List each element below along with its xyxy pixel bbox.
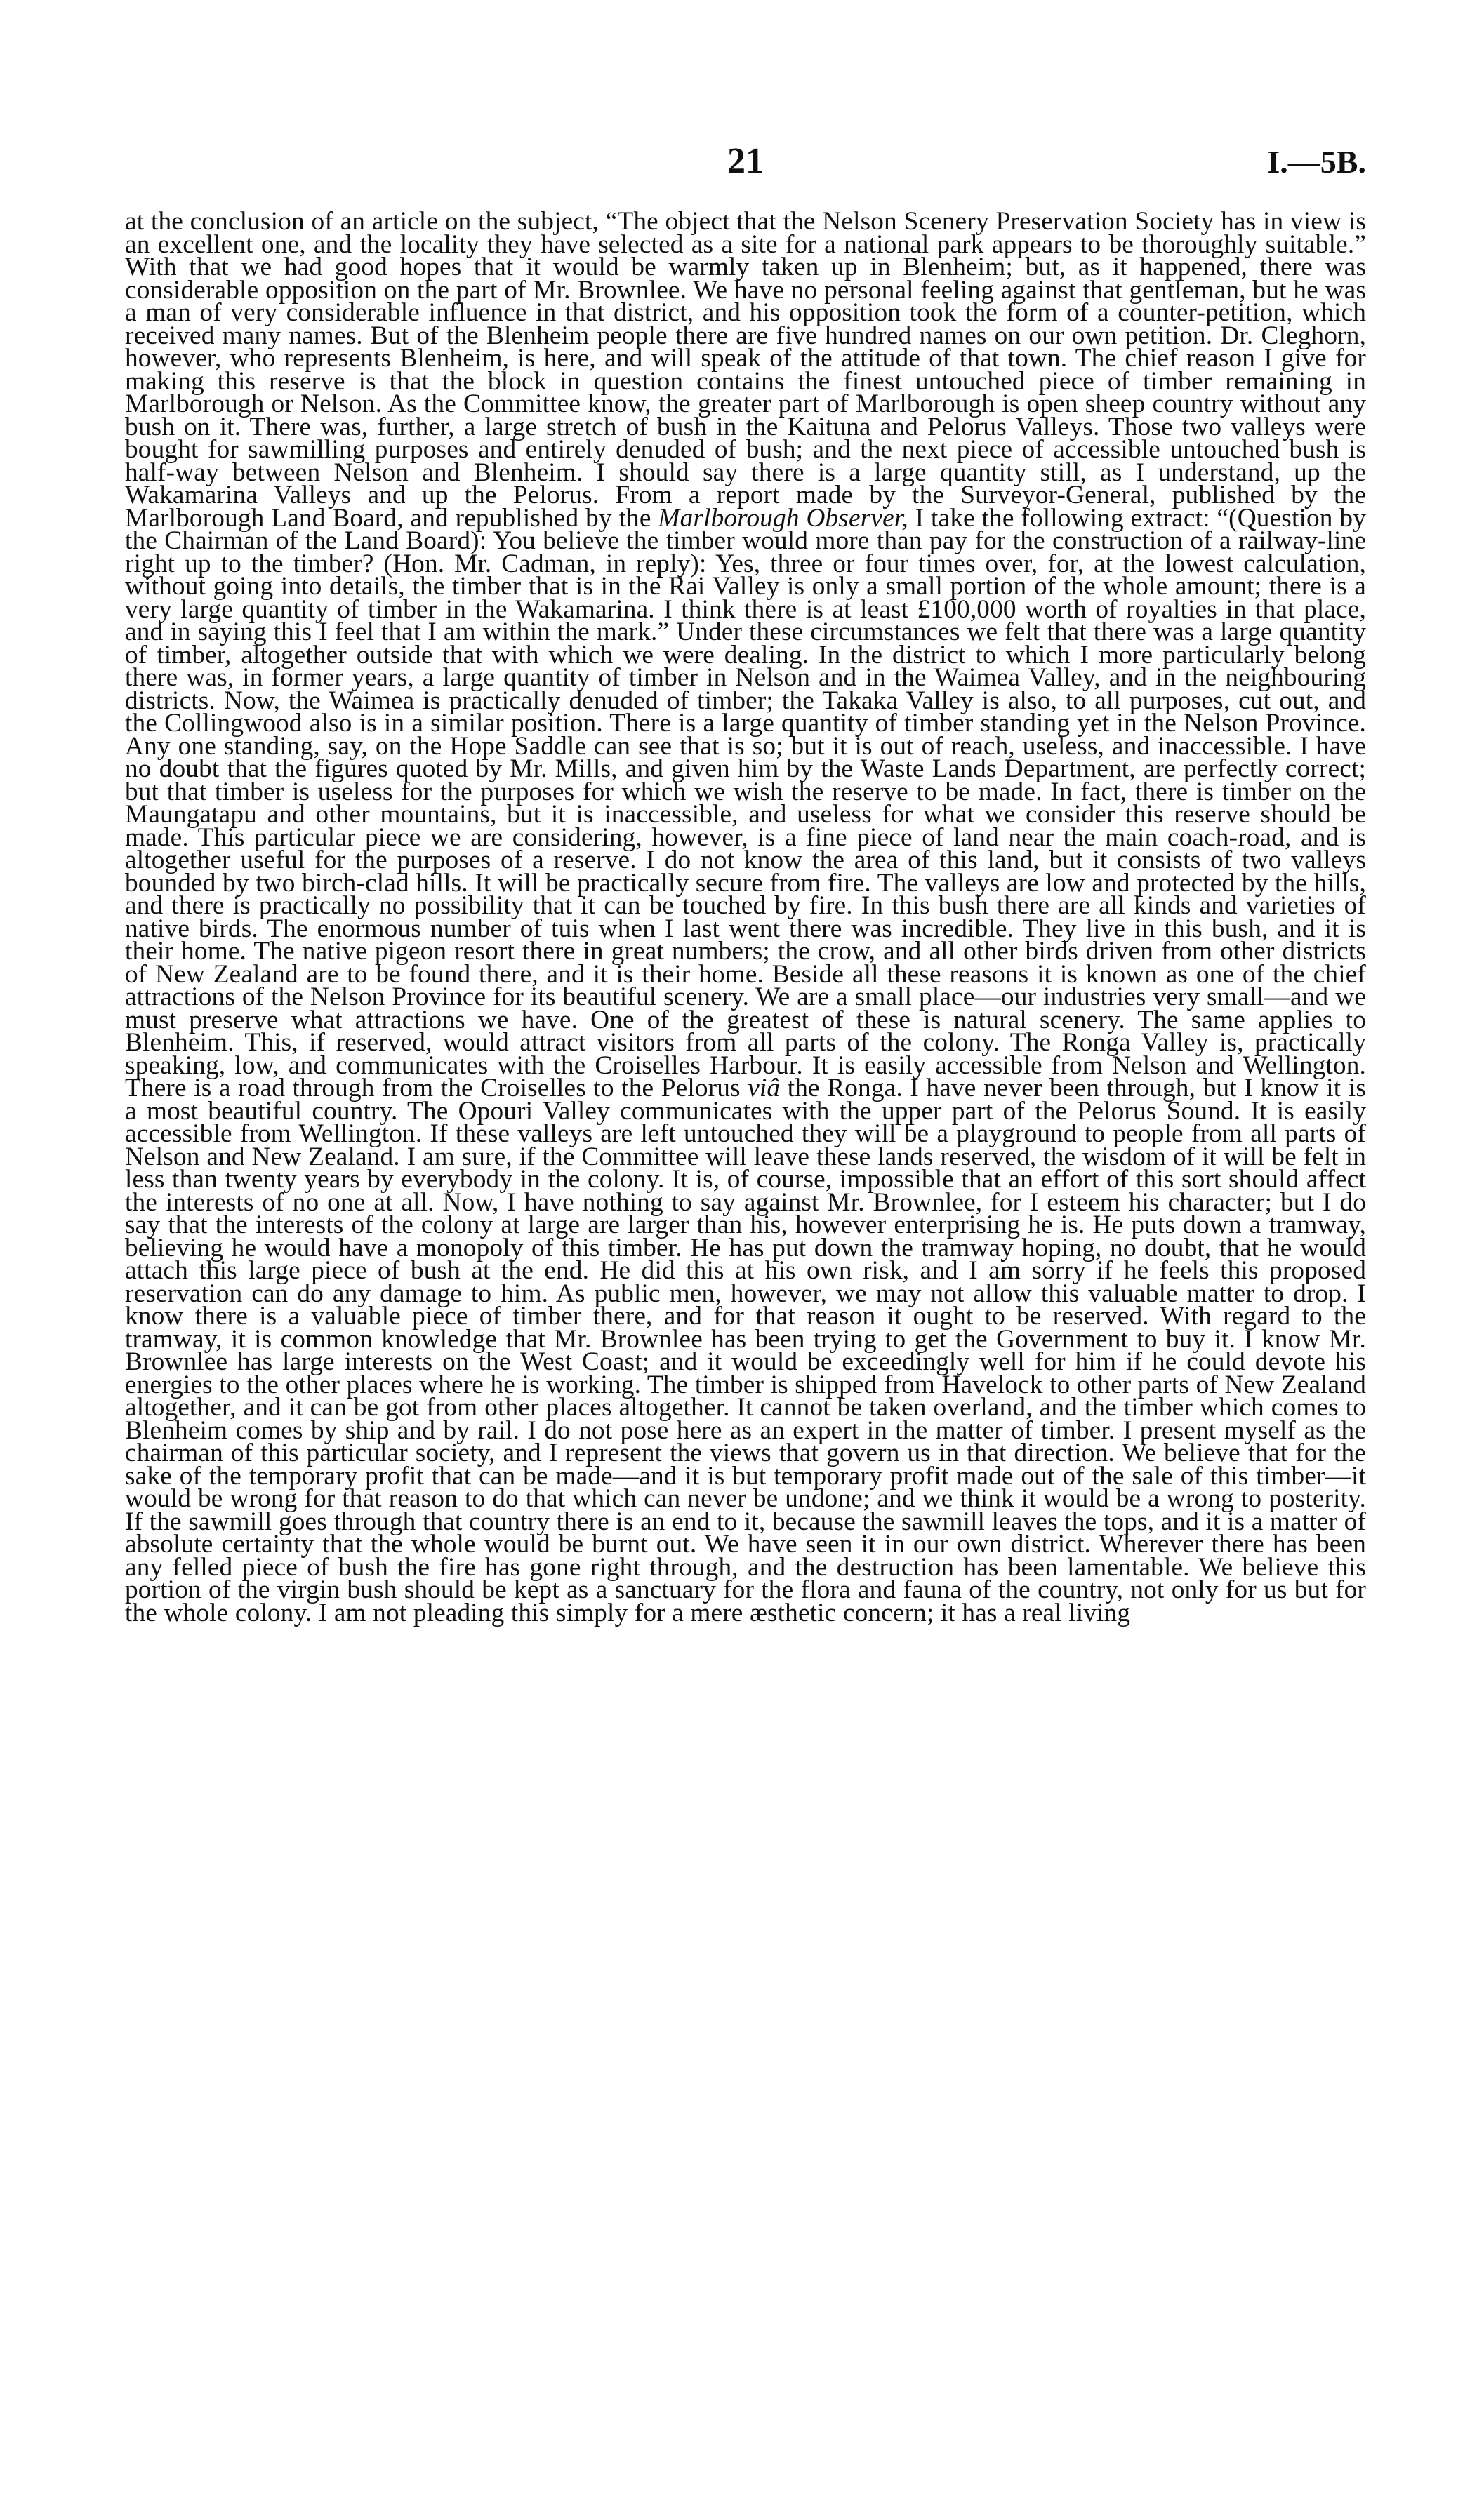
body-text-run: the Ronga. I have never been through, but I know it is a most beautiful country. The Opouri Valley communicates with the upper part of the Pelorus Sound. It is easily accessible from Wellington. If these valleys are left untouched they will be a playground to people from all parts of Nelson and New Zealand. I am sure, if the Committee will leave these lands reserved, the wisdom of it will be felt in less than twenty years by everybody in the colony. It is, of course, impossible that an effort of this sort should affect the interests of no one at all. Now, I have nothing to say against Mr. Brownlee, for I esteem his character; but I do say that the interests of the colony at large are larger than his, however enterprising he is. He puts down a tramway, believing he would have a monopoly of this timber. He has put down the tramway hoping, no doubt, that he would attach this large piece of bush at the end. He did this at his own risk, and I am sorry if he feels this proposed reservation can do any damage to him. As public men, however, we may not allow this valuable matter to drop. I know there is a valuable piece of timber there, and for that reason it ought to be reserved. With regard to the tramway, it is common knowledge that Mr. Brownlee has been trying to get the Government to buy it. I know Mr. Brownlee has large interests on the West Coast; and it would be exceedingly well for him if he could devote his energies to the other places where he is working. The timber is shipped from Havelock to other parts of New Zealand altogether, and it can be got from other places altogether. It cannot be taken overland, and the timber which comes to Blenheim comes by ship and by rail. I do not pose here as an expert in the matter of timber. I present myself as the chairman of this particular society, and I represent the views that govern us in that direction. We believe that for the sake of the temporary profit that can be made—and it is but temporary profit made out of the sale of this timber—it would be wrong for that reason to do that which can never be undone; and we think it would be a wrong to posterity. If the sawmill goes through that country there is an end to it, because the sawmill leaves the tops, and it is a matter of absolute certainty that the whole would be burnt out. We have seen it in our own district. Wherever there has been any felled piece of bush the fire has gone right through, and the destruction has been lamentable. We believe this portion of the virgin bush should be kept as a sanctuary for the flora and fauna of the country, not only for us but for the whole colony. I am not pleading this simply for a mere æsthetic concern; it has a real living bbox=[125, 1074, 1366, 1627]
body-text-run: I take the following extract: “(Question by the Chairman of the Land Board): You believe the timber would more than pay for the construction of a railway-line right up to the timber? (Hon. Mr. Cadman, in reply): Yes, three or four times over, for, at the lowest calculation, without going into details, the timber that is in the Rai Valley is only a small portion of the whole amount; there is a very large quantity of timber in the Wakamarina. I think there is at least £100,000 worth of royalties in that place, and in saying this I feel that I am within the mark.” Under these circumstances we felt that there was a large quantity of timber, altogether outside that with which we were dealing. In the district to which I more particularly belong there was, in former years, a large quantity of timber in Nelson and in the Waimea Valley, and in the neighbouring districts. Now, the Waimea is practically denuded of timber; the Takaka Valley is also, to all purposes, cut out, and the Collingwood also is in a similar position. There is a large quantity of timber standing yet in the Nelson Province. Any one standing, say, on the Hope Saddle can see that is so; but it is out of reach, useless, and inaccessible. I have no doubt that the figures quoted by Mr. Mills, and given him by the Waste Lands Department, are perfectly correct; but that timber is useless for the purposes for which we wish the reserve to be made. In fact, there is timber on the Maungatapu and other mountains, but it is inaccessible, and useless for what we consider this reserve should be made. This particular piece we are considering, however, is a fine piece of land near the main coach-road, and is altogether useful for the purposes of a reserve. I do not know the area of this land, but it consists of two valleys bounded by two birch-clad hills. It will be practically secure from fire. The valleys are low and protected by the hills, and there is practically no possibility that it can be touched by fire. In this bush there are all kinds and varieties of native birds. The enormous number of tuis when I last went there was incredible. They live in this bush, and it is their home. The native pigeon resort there in great numbers; the crow, and all other birds driven from other districts of New Zealand are to be found there, and it is their home. Beside all these reasons it is known as one of the chief attractions of the Nelson Province for its beautiful scenery. We are a small place—our industries very small—and we must preserve what attractions we have. One of the greatest of these is natural scenery. The same applies to Blenheim. This, if reserved, would attract visitors from all parts of the colony. The Ronga Valley is, practically speaking, low, and communicates with the Croiselles Harbour. It is easily accessible from Nelson and Wellington. There is a road through from the Croiselles to the Pelorus bbox=[125, 503, 1366, 1102]
document-reference: I.—5B. bbox=[1267, 144, 1366, 180]
newspaper-title-italic: Marlborough Observer, bbox=[658, 503, 908, 533]
page-header bbox=[125, 140, 1366, 189]
latin-via-italic: viâ bbox=[748, 1074, 781, 1102]
body-paragraph bbox=[125, 207, 1366, 1627]
body-text-run: at the conclusion of an article on the subject, “The object that the Nelson Scenery Preservation Society has in view is an excellent one, and the locality they have selected as a site for a national park appears to be thoroughly suitable.” With that we had good hopes that it would be warmly taken up in Blenheim; but, as it happened, there was considerable opposition on the part of Mr. Brownlee. We have no personal feeling against that gentleman, but he was a man of very considerable influence in that district, and his opposition took the form of a counter-petition, which received many names. But of the Blenheim people there are five hundred names on our own petition. Dr. Cleghorn, however, who represents Blenheim, is here, and will speak of the attitude of that town. The chief reason I give for making this reserve is that the block in question contains the finest untouched piece of timber remaining in Marlborough or Nelson. As the Committee know, the greater part of Marlborough is open sheep country without any bush on it. There was, further, a large stretch of bush in the Kaituna and Pelorus Valleys. Those two valleys were bought for sawmilling purposes and entirely denuded of bush; and the next piece of accessible untouched bush is half-way between Nelson and Blenheim. I should say there is a large quantity still, as I understand, up the Wakamarina Valleys and up the Pelorus. From a report made by the Surveyor-General, published by the Marlborough Land Board, and republished by the bbox=[125, 207, 1366, 533]
page-number: 21 bbox=[727, 141, 764, 181]
